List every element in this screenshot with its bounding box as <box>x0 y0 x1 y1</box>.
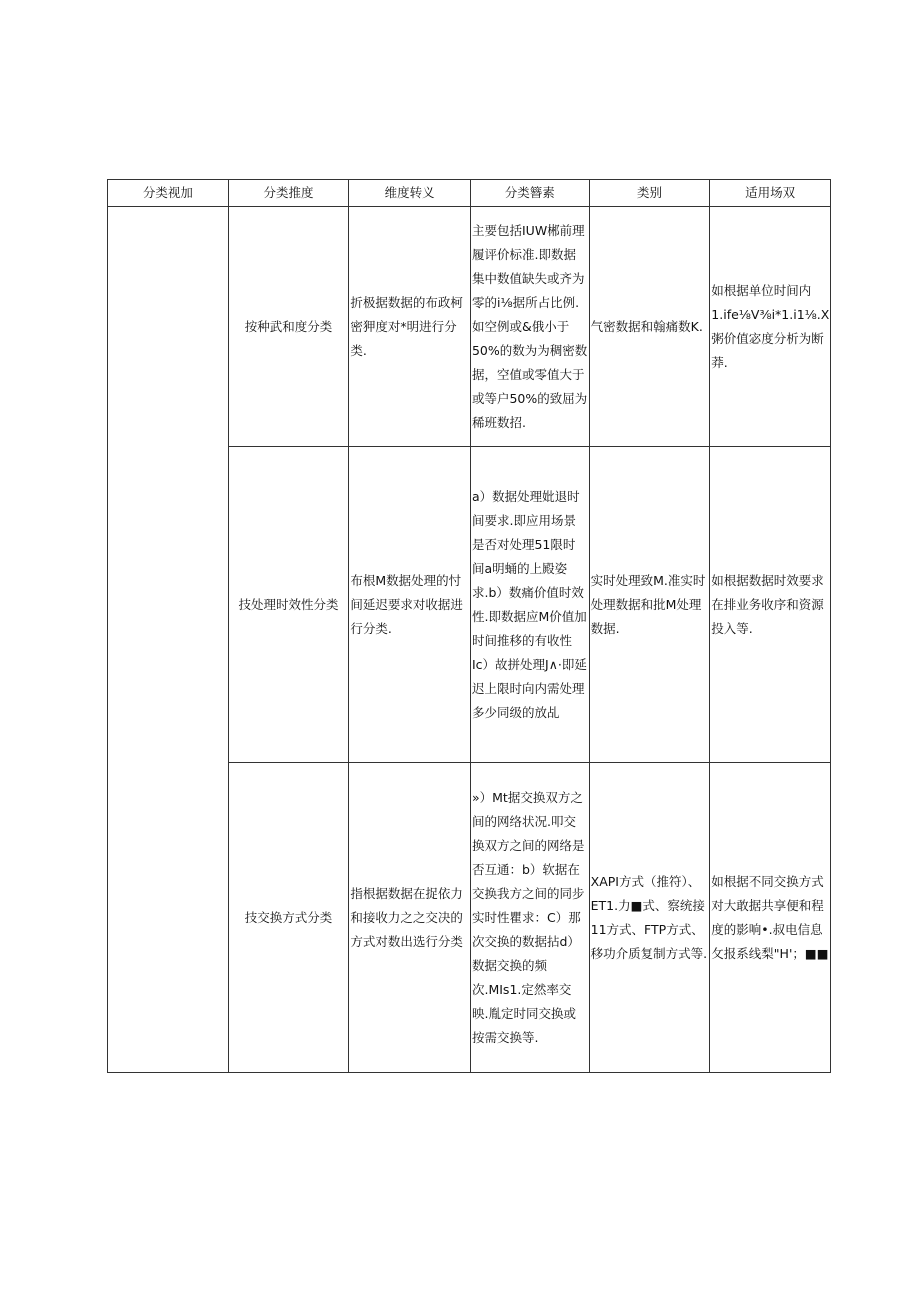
definition-text: 折极据数据的布政柯密狎度对*明进行分类. <box>350 294 463 358</box>
header-classification-dimension: 分类推度 <box>228 180 349 207</box>
scenario-text: 如根据数据时效要求在排业务收序和资源投入等. <box>711 572 824 636</box>
definition-cell <box>349 207 471 447</box>
category-cell <box>589 447 710 763</box>
scenario-cell <box>710 447 831 763</box>
scenario-cell <box>710 763 831 1073</box>
classification-perspective-cell <box>108 207 229 1073</box>
scenario-text: 如根据不同交换方式对大敢据共享便和程度的影响•.叔电信息攵报系线梨"H'；■■ <box>711 873 829 961</box>
dimension-text: 技处理时效性分类 <box>238 596 339 612</box>
elements-text: 主要包括IUW郴前理履评价标准.即数据集中数值缺失或齐为零的i⅛据所占比例.如空例或&俄小于50%的数为为稠密数据，空值或零值大于或等户50%的致屈为稀班数招. <box>471 222 588 430</box>
dimension-text: 技交换方式分类 <box>244 909 333 925</box>
category-cell <box>589 207 710 447</box>
scenario-cell <box>710 207 831 447</box>
elements-text: a）数据处理妣退时间要求.即应用场景是否对处理51限时间a明蛹的上殿姿求.b）数痛价值时效性.即数据应M价值加时间推移的有收性Ic）故拼处理J∧·即延迟上限时向内需处理多少同级的放乩 <box>471 488 587 720</box>
elements-cell <box>470 763 589 1073</box>
dimension-cell <box>228 207 349 447</box>
header-applicable-scenario: 适用场双 <box>710 180 831 207</box>
category-text: 实时处理致M.准实时处理数据和批M处理数据. <box>590 572 706 636</box>
definition-text: 布根M数据处理的忖间延迟要求对收据进行分类. <box>350 572 463 636</box>
dimension-cell <box>228 447 349 763</box>
definition-cell <box>349 763 471 1073</box>
elements-cell <box>470 207 589 447</box>
header-row <box>108 180 831 207</box>
category-text: XAPI方式（推符）、ET1.力■式、察统接11方式、FTP方式、移功介质复制方式等. <box>590 873 708 961</box>
elements-cell <box>470 447 589 763</box>
dimension-cell <box>228 763 349 1073</box>
definition-text: 指根据数据在捉依力和接收力之之交决的方式对数出选行分类 <box>350 885 463 949</box>
dimension-text: 按种武和度分类 <box>244 318 333 334</box>
definition-cell <box>349 447 471 763</box>
header-category: 类别 <box>589 180 710 207</box>
header-classification-elements: 分类簪素 <box>470 180 589 207</box>
header-classification-perspective: 分类视加 <box>108 180 229 207</box>
elements-text: »）Mt据交换双方之间的网络状况.叩交换双方之间的网络是否互通：b）软据在交换我方之间的同步实时性瞿求：C）那次交换的数据拈d）数据交换的频次.MIs1.定然率交映.胤定时同交换或按需交换等. <box>471 789 585 1045</box>
category-cell <box>589 763 710 1073</box>
category-text: 气密数据和翰痛数K. <box>590 318 703 334</box>
scenario-text: 如根据单位时间内1.ife⅛V⅜i*1.i1⅛.X粥价值宓度分析为断莽. <box>711 282 830 370</box>
classification-table <box>107 179 831 1073</box>
header-dimension-definition: 维度转义 <box>349 180 471 207</box>
table-row <box>108 207 831 447</box>
